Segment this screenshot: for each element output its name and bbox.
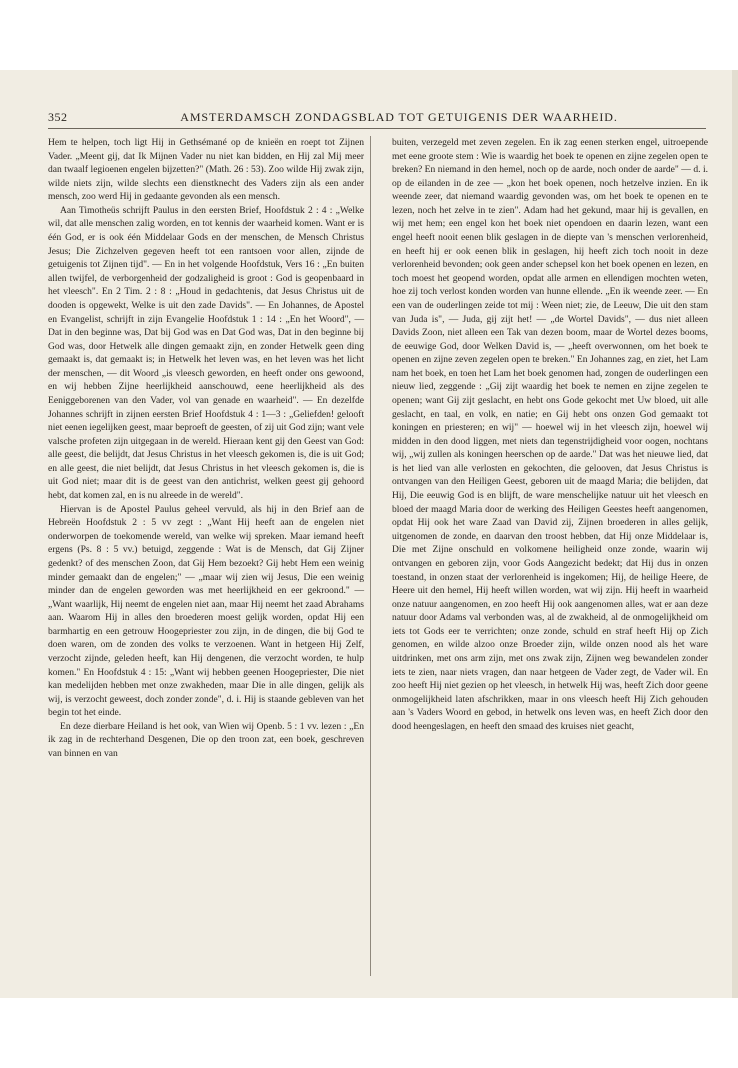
left-column [48, 136, 364, 761]
page-edge [732, 70, 738, 998]
paragraph: Aan Timotheüs schrijft Paulus in den eersten Brief, Hoofdstuk 2 : 4 : „Welke wil, dat alle menschen zalig worden, en tot kennis der waarheid komen. Want er is één God, er is ook één Middelaar Gods en der menschen, de Mensch Christus Jesus; Die Zichzelven gegeven heeft tot een rantsoen voor allen, zijnde de getuigenis tot Zijnen tijd". — En in het volgende Hoofdstuk, Vers 16 : „En buiten allen twijfel, de verborgenheid der godzaligheid is groot : God is geopenbaard in het vleesch". En 2 Tim. 2 : 8 : „Houd in gedachtenis, dat Jesus Christus uit de dooden is opgewekt, Welke is uit den zade Davids". — En Johannes, de Apostel en Evangelist, schrijft in zijn Evangelie Hoofdstuk 1 : 14 : „En het Woord", — Dat in den beginne was, Dat bij God was en Dat God was, Dat in den beginne bij God was, door Hetwelk alle dingen gemaakt zijn, en zonder Hetwelk geen ding gemaakt is, dat gemaakt is; in Hetwelk het leven was, en het leven was het licht der menschen, — dit Woord „is vleesch geworden, en heeft onder ons gewoond, en wij hebben Zijne heerlijkheid aanschouwd, eene heerlijkheid als des Eeniggeborenen van den Vader, vol van genade en waarheid". — En dezelfde Johannes schrijft in zijnen eersten Brief Hoofdstuk 4 : 1—3 : „Geliefden! gelooft niet eenen iegelijken geest, maar beproeft de geesten, of zij uit God zijn; want vele valsche profeten zijn uitgegaan in de wereld. Hieraan kent gij den Geest van God: alle geest, die belijdt, dat Jesus Christus in het vleesch gekomen is, die is uit God; en alle geest, die niet belijdt, dat Jesus Christus in het vleesch gekomen is, die is uit God niet; maar dit is de geest van den antichrist, welken geest gij gehoord hebt, dat komen zal, en is nu alreede in de wereld". [48, 204, 364, 502]
page-header [48, 110, 706, 126]
page-number: 352 [48, 110, 68, 124]
column-divider [370, 136, 371, 976]
running-title: AMSTERDAMSCH ZONDAGSBLAD TOT GETUIGENIS DER WAARHEID. [180, 110, 618, 124]
paragraph: Hiervan is de Apostel Paulus geheel vervuld, als hij in den Brief aan de Hebreën Hoofdstuk 2 : 5 vv zegt : „Want Hij heeft aan de engelen niet onderworpen de toekomende wereld, van welke wij spreken. Maar iemand heeft ergens (Ps. 8 : 5 vv.) betuigd, zeggende : Wat is de Mensch, dat Gij Zijner gedenkt? of des menschen Zoon, dat Gij Hem bezoekt? Gij hebt Hem een weinig minder gemaakt dan de engelen;" — „maar wij zien wij Jesus, Die een weinig minder dan de engelen geworden was met heerlijkheid en eer gekroond." — „Want waarlijk, Hij neemt de engelen niet aan, maar Hij neemt het zaad Abrahams aan. Waarom Hij in alles den broederen moest gelijk worden, opdat Hij een barmhartig en een getrouw Hoogepriester zou zijn, in de dingen, die bij God te doen waren, om de zonden des volks te verzoenen. Want in hetgeen Hij Zelf, verzocht zijnde, geleden heeft, kan Hij dengenen, die verzocht worden, te hulp komen." En Hoofdstuk 4 : 15: „Want wij hebben geenen Hoogepriester, Die niet kan medelijden hebben met onze zwakheden, maar Die in alle dingen, gelijk als wij, is verzocht geweest, doch zonder zonde", d. i. Hij is staande gebleven van het begin tot het einde. [48, 503, 364, 719]
book-page [0, 70, 738, 998]
paragraph: Hem te helpen, toch ligt Hij in Gethsémané op de knieën en roept tot Zijnen Vader. „Meent gij, dat Ik Mijnen Vader nu niet kan bidden, en Hij zal Mij meer dan twaalf legioenen engelen bijzetten?" (Math. 26 : 53). Zoo wilde Hij zwak zijn, wilde niets zijn, wilde slechts een dienstknecht des Vaders zijn als een ander mensch, zoo werd Hij in gedaante gevonden als een mensch. [48, 137, 364, 203]
paragraph: buiten, verzegeld met zeven zegelen. En ik zag eenen sterken engel, uitroepende met eene groote stem : Wie is waardig het boek te openen en zijne zegelen open te breken? En niemand in den hemel, noch op de aarde, noch onder de aarde" — d. i. op de eilanden in de zee — „kon het boek openen, noch hetzelve inzien. En ik weende zeer, dat niemand waardig gevonden was, om het boek te openen en te lezen, noch het zelve in te zien". Adam had het gekund, maar hij is gevallen, en wij met hem; een engel kon het boek niet opendoen en daarin lezen, want een engel heeft nooit eenen blik geslagen in de diepte van 's menschen verlorenheid, en heeft hij er ook eenen blik in geslagen, hij heeft zich toch nooit in deze verlorenheid bevonden; ook geen ander schepsel kon het boek openen en lezen, en toch moest het geopend worden, opdat alle armen en ellendigen mochten weten, hoe zij toch verlost konden worden van hunne ellende. „En ik weende zeer. — En een van de ouderlingen zeide tot mij : Ween niet; zie, de Leeuw, Die uit den stam van Juda is", — Juda, gij zijt het! — „de Wortel Davids", — dus niet alleen Davids Zoon, niet alleen een Tak van dezen boom, maar de Wortel dezes booms, de eeuwige God, door Welken David is, — „heeft overwonnen, om het boek te openen en zijne zeven zegelen open te breken." En Johannes zag, en ziet, het Lam nam het boek, en toen het Lam het boek genomen had, zongen de ouderlingen een nieuw lied, zeggende : „Gij zijt waardig het boek te nemen en zijne zegelen te openen; want Gij zijt geslacht, en hebt ons Gode gekocht met Uw bloed, uit alle geslacht, en taal, en volk, en natie; en Gij hebt ons onzen God gemaakt tot koningen en priesteren; en wij" — hoewel wij in het vleesch zijn, hoewel wij midden in den dood liggen, met niets dan tegenstrijdigheid voor oogen, nochtans wij, „wij zullen als koningen heerschen op de aarde." Dat was het nieuwe lied, dat is het lied van alle verlosten en gekochten, die gelooven, dat Jesus Christus is ontvangen van den Heiligen Geest, geboren uit de maagd Maria; die belijden, dat Hij, Die eeuwig God is en blijft, de ware menschelijke natuur uit het vleesch en bloed der maagd Maria door de werking des Heiligen Geestes heeft aangenomen, opdat Hij ook het ware Zaad van David zij, Zijnen broederen in alles gelijk, uitgenomen de zonde, en daarvan den troost hebben, dat Hij onze Middelaar is, Die met Zijne onschuld en volkomene heiligheid onze zonde, waarin wij ontvangen en geboren zijn, voor Gods Aangezicht bedekt; dat Hij dus in onzen toestand, in onzen staat der verlorenheid is ingekomen; Hij, de heilige Heere, de Heere uit den hemel, Hij heeft willen worden, wat wij zijn. Hij heeft in waarheid onze natuur aangenomen, en zoo heeft Hij ook aangenomen alles, wat er aan deze natuur door Adams val verbonden was, al de zwakheid, al de onmogelijkheid om iets tot Gods eer te verrichten; onze zonde, schuld en straf heeft Hij op Zich genomen, en wilde alzoo onze Broeder zijn, wilde onzen nood als het ware uitdrinken, met ons arm zijn, met ons zwak zijn, Zijnen weg bewandelen zonder iets te zien, naar niets vragen, dan naar hetgeen de Vader zegt, de Vader wil. En zoo heeft Hij niet gezien op het vleesch, in hetwelk Hij was, heeft Zich door geene onmogelijkheid laten afschrikken, maar in ons vleesch heeft Hij Zich gehouden aan 's Vaders Woord en gebod, in hetwelk ons leven was, en heeft Zich door den dood heengeslagen, en heeft den smaad des kruises niet geacht, [392, 137, 708, 732]
right-column [392, 136, 708, 733]
header-rule [48, 128, 706, 129]
paragraph: En deze dierbare Heiland is het ook, van Wien wij Openb. 5 : 1 vv. lezen : „En ik zag in de rechterhand Desgenen, Die op den troon zat, een boek, geschreven van binnen en van [48, 720, 364, 760]
